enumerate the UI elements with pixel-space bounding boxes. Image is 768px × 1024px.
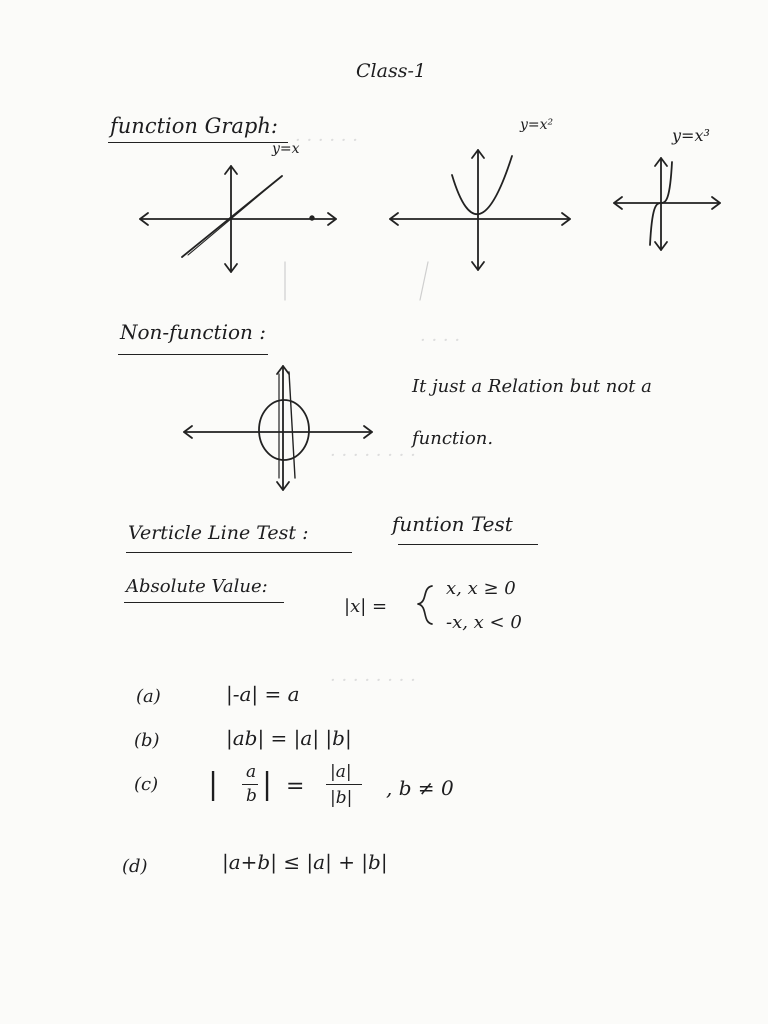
absolute-value-case-negative: -x, x < 0	[446, 612, 522, 633]
rhs-numerator: |a|	[330, 762, 352, 782]
non-function-heading: Non-function :	[120, 320, 266, 344]
heading-underline	[118, 354, 268, 355]
abs-bar-left: |	[208, 767, 219, 802]
non-function-note-line2: function.	[412, 428, 494, 449]
function-graph-heading: function Graph:	[110, 114, 278, 138]
brace-icon	[418, 586, 432, 624]
property-expr-c	[206, 762, 526, 822]
rhs-denominator: |b|	[330, 788, 353, 808]
condition: , b ≠ 0	[386, 776, 454, 800]
absolute-value-case-positive: x, x ≥ 0	[446, 578, 516, 599]
fraction-denominator: b	[246, 786, 257, 806]
bleed-through-text: · · · · · · · ·	[330, 670, 416, 691]
property-expr-b: |ab| = |a| |b|	[226, 726, 352, 750]
graph-label-cube: y=x³	[672, 126, 710, 145]
property-expr-a: |-a| = a	[226, 682, 300, 706]
property-marker-a: (a)	[136, 686, 161, 707]
abs-bar-right: |	[262, 767, 273, 802]
fraction-bar	[242, 784, 258, 785]
vertical-line-test-note: funtion Test	[392, 512, 513, 536]
property-marker-b: (b)	[134, 730, 160, 751]
absolute-value-lhs: |x| =	[344, 596, 388, 617]
absolute-value-heading: Absolute Value:	[126, 576, 268, 597]
graph-label-square: y=x²	[520, 117, 554, 133]
vertical-line-test-heading: Verticle Line Test :	[128, 522, 309, 544]
graph-cube	[614, 158, 720, 250]
property-expr-d: |a+b| ≤ |a| + |b|	[222, 850, 388, 874]
graph-label-linear: y=x	[272, 141, 300, 157]
graph-circle	[184, 366, 372, 490]
equals-sign: =	[286, 774, 305, 799]
curve-retrace	[188, 181, 276, 255]
property-marker-d: (d)	[122, 856, 148, 877]
bleed-through-text: · · · · · · · ·	[330, 445, 416, 466]
page-title: Class-1	[356, 60, 426, 82]
bleed-through-sketch	[285, 262, 428, 300]
bleed-through-text: · · · · · ·	[295, 130, 358, 151]
graph-linear	[140, 166, 336, 272]
fraction-numerator: a	[246, 762, 257, 782]
tick-mark	[310, 216, 314, 220]
graph-square	[390, 150, 570, 270]
circle-relation	[259, 400, 309, 460]
non-function-note-line1: It just a Relation but not a	[412, 376, 652, 397]
fraction-bar	[326, 784, 362, 785]
vertical-test-line	[289, 372, 295, 478]
heading-underline	[124, 602, 284, 603]
heading-underline	[126, 552, 352, 553]
note-underline	[398, 544, 538, 545]
property-marker-c: (c)	[134, 774, 159, 795]
bleed-through-text: · · · ·	[420, 330, 461, 351]
curve-parabola	[452, 156, 512, 214]
